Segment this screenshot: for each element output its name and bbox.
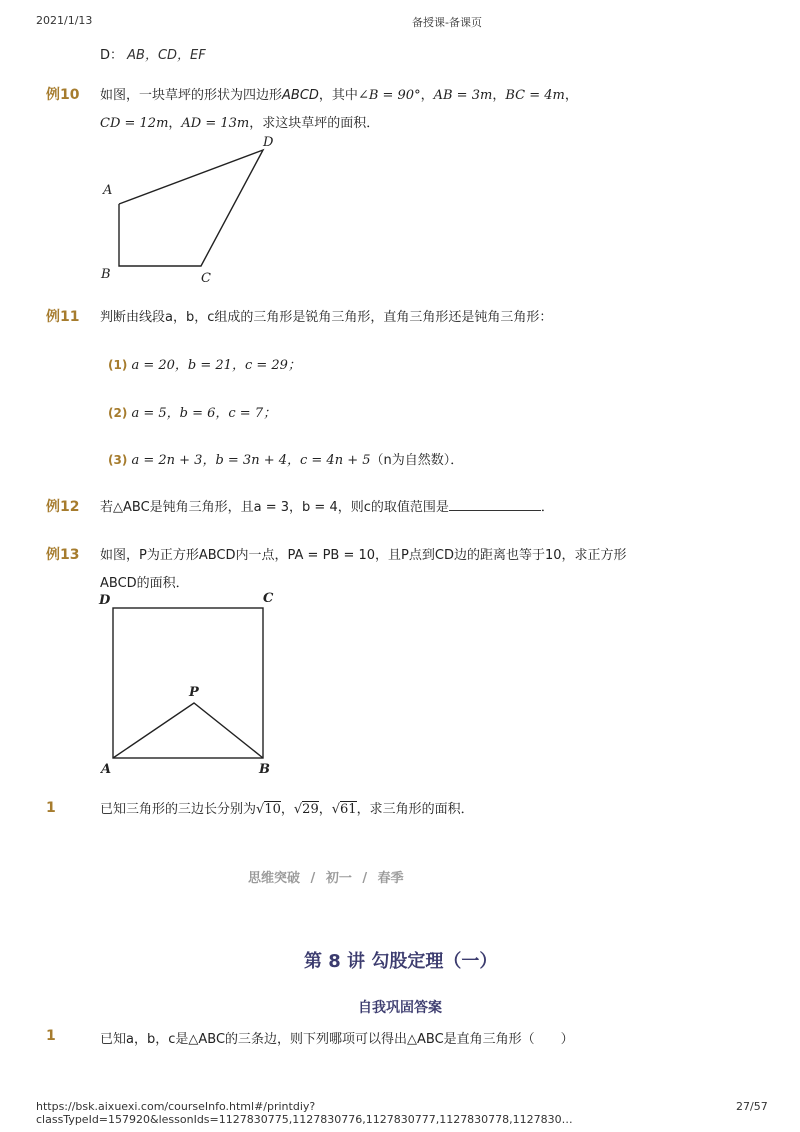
- ex10-ad: AD = 13m: [181, 116, 250, 131]
- option-d: [100, 44, 206, 63]
- example-10-line2: CD = 12m，AD = 13m，求这块草坪的面积．: [100, 116, 380, 131]
- example-12-number: 例12: [46, 499, 80, 515]
- label-d: D: [263, 135, 274, 150]
- lecture-title: 第 8 讲 勾股定理（一）: [304, 951, 498, 972]
- ex11-item-3-note: （n为自然数）．: [370, 453, 464, 468]
- ex10-prefix: 如图，一块草坪的形状为四边形: [100, 88, 283, 103]
- question-1-text: 已知三角形的三边长分别为√10，√29，√61，求三角形的面积．: [100, 802, 474, 817]
- example-12-text: [100, 496, 554, 515]
- page-number: 27/57: [736, 1100, 768, 1113]
- square-label-c: C: [263, 591, 274, 606]
- course-breadcrumb: [248, 867, 404, 886]
- ex12-text: 若△ABC是钝角三角形，且a = 3，b = 4，则c的取值范围是: [100, 500, 449, 515]
- breadcrumb-sep-1: /: [310, 871, 316, 886]
- breadcrumb-grade: 初一: [325, 871, 352, 886]
- breadcrumb-sep-2: /: [362, 871, 368, 886]
- ex10-ab: AB = 3m: [433, 88, 493, 103]
- example-10-line1: 如图，一块草坪的形状为四边形ABCD，其中∠B = 90°，AB = 3m，BC = 4m，: [100, 88, 578, 103]
- ex11-item-2-index: (2): [108, 406, 128, 420]
- square-figure: [95, 588, 285, 778]
- option-d-value: AB，CD，EF: [127, 48, 206, 63]
- example-11-number: 例11: [46, 309, 80, 325]
- breadcrumb-subject: 思维突破: [248, 871, 301, 886]
- ex10-suffix: ，求这块草坪的面积．: [249, 116, 380, 131]
- ex12-end: ．: [540, 500, 554, 515]
- square-label-d: D: [99, 593, 111, 608]
- answer-blank[interactable]: [449, 498, 541, 511]
- q1-root-2: 29: [302, 802, 319, 817]
- ex10-angle: ∠B = 90°: [357, 88, 421, 103]
- ex10-bc: BC = 4m: [505, 88, 565, 103]
- ex10-shape: ABCD: [282, 88, 319, 103]
- ex11-item-2: [108, 402, 276, 421]
- answer-question-1-number: 1: [46, 1028, 56, 1044]
- q1-root-1: 10: [264, 802, 281, 817]
- square-label-p: P: [189, 685, 199, 700]
- q1-before: 已知三角形的三边长分别为: [100, 802, 257, 817]
- example-11-text: 判断由线段a，b，c组成的三角形是锐角三角形，直角三角形还是钝角三角形：: [100, 310, 553, 325]
- answer-question-1-text: 已知a，b，c是△ABC的三条边，则下列哪项可以得出△ABC是直角三角形（ ）: [100, 1032, 574, 1047]
- ex10-mid: ，其中: [318, 88, 358, 103]
- label-b: B: [101, 267, 111, 282]
- ex11-item-1-expr: a = 20，b = 21，c = 29；: [131, 358, 301, 373]
- label-c: C: [201, 271, 211, 286]
- print-date: 2021/1/13: [36, 14, 93, 27]
- ex11-item-2-expr: a = 5，b = 6，c = 7；: [131, 406, 277, 421]
- question-1-number: 1: [46, 800, 56, 816]
- breadcrumb-term: 春季: [377, 871, 404, 886]
- ex10-cd: CD = 12m: [100, 116, 169, 131]
- square-label-b: B: [259, 762, 270, 777]
- ex11-item-3-expr: a = 2n + 3，b = 3n + 4，c = 4n + 5: [131, 453, 371, 468]
- q1-root-3: 61: [340, 802, 357, 817]
- quadrilateral-figure: [95, 130, 295, 290]
- example-13-number: 例13: [46, 547, 80, 563]
- example-13-line2: ABCD的面积．: [100, 576, 189, 591]
- option-d-label: D：: [100, 48, 124, 63]
- example-10-number: 例10: [46, 87, 80, 103]
- example-13-line1: 如图，P为正方形ABCD内一点，PA = PB = 10，且P点到CD边的距离也等于10，求正方形: [100, 548, 627, 563]
- label-a: A: [103, 183, 113, 198]
- ex11-item-3-index: (3): [108, 453, 128, 467]
- page-url: https://bsk.aixuexi.com/courseInfo.html#/printdiy?classTypeId=157920&lessonIds=1127830775,1127830776,1127830777,1127830778,1127830…: [36, 1100, 573, 1126]
- print-title: 备授课-备课页: [412, 16, 482, 29]
- square-label-a: A: [101, 762, 112, 777]
- q1-after: ，求三角形的面积．: [356, 802, 474, 817]
- section-subtitle: 自我巩固答案: [358, 1000, 442, 1016]
- ex11-item-3: [108, 449, 463, 468]
- ex11-item-1: [108, 354, 301, 373]
- ex11-item-1-index: (1): [108, 358, 128, 372]
